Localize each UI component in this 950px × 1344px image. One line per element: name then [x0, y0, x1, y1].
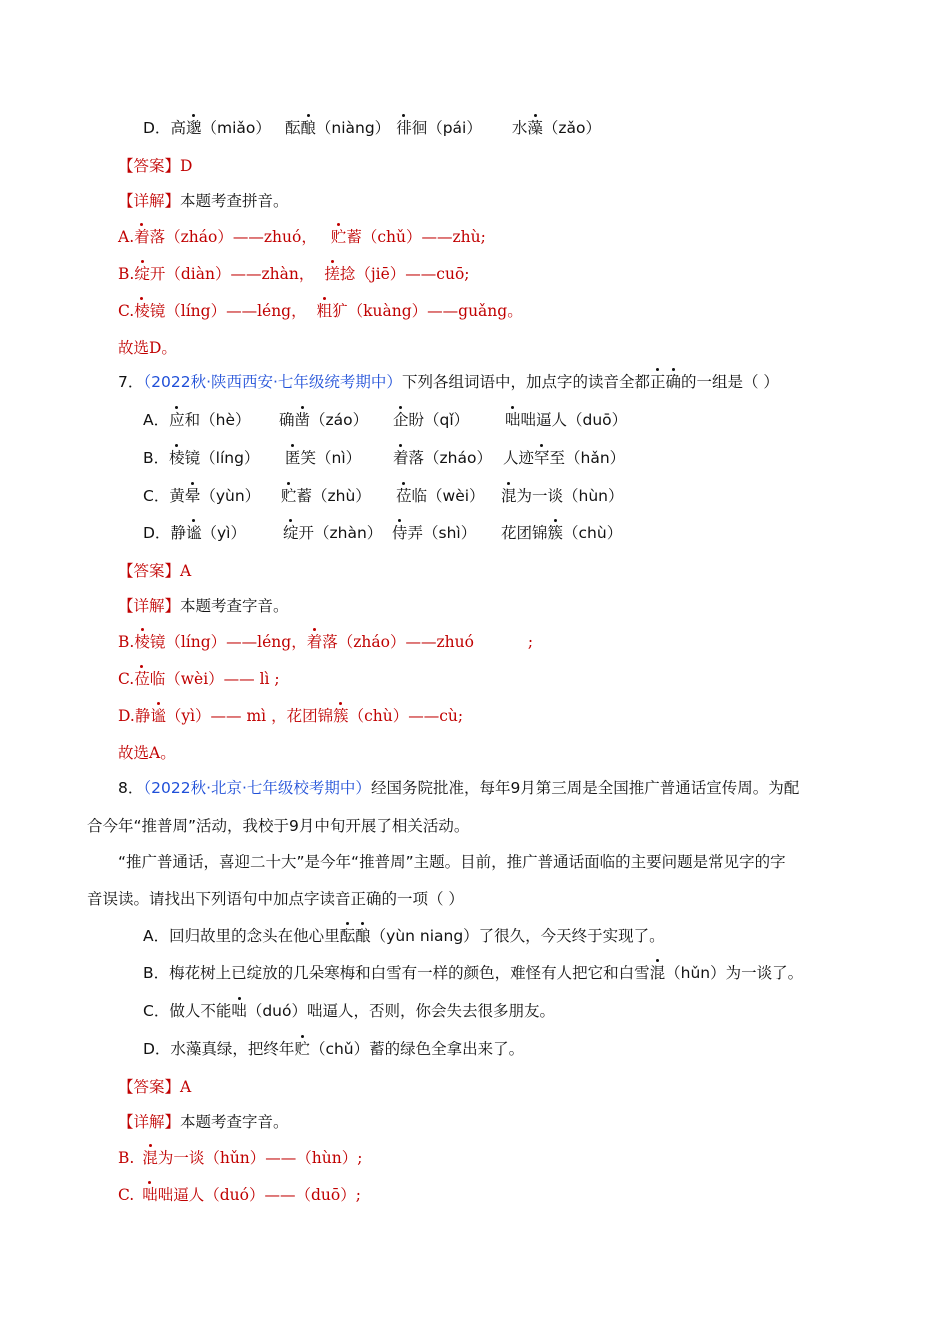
q7-conclusion: 故选A。	[118, 744, 176, 762]
q8-stem-line-1: 8．（2022秋·北京·七年级校考期中）经国务院批准，每年9月第三周是全国推广普通话宣传周。为配	[118, 779, 800, 797]
q8-option-c: C．做人不能咄（duó）咄逼人，否则，你会失去很多朋友。	[143, 1002, 555, 1020]
q8-answer: 【答案】A	[118, 1078, 192, 1096]
q7-stem: 7．（2022秋·陕西西安·七年级统考期中）下列各组词语中，加点字的读音全都正确的一组是（ ）	[118, 373, 779, 391]
q8-explanation: 【详解】本题考查字音。	[118, 1113, 289, 1131]
q7-explanation: 【详解】本题考查字音。	[118, 597, 289, 615]
q6-option-d: D．高邈（miǎo） 酝酿（niàng） 徘徊（pái） 水藻（zǎo）	[143, 119, 602, 137]
q8-stem-line-2: 合今年“推普周”活动，我校于9月中旬开展了相关活动。	[87, 817, 470, 835]
q6-explanation: 【详解】本题考查拼音。	[118, 192, 289, 210]
q6-conclusion: 故选D。	[118, 339, 177, 357]
q7-option-c: C．黄晕（yùn） 贮蓄（zhù） 莅临（wèi） 混为一谈（hùn）	[143, 487, 624, 505]
q6-explain-line-a: A.着落（zháo）——zhuó， 贮蓄（chǔ）——zhù;	[118, 228, 486, 246]
q8-stem-line-4: 音误读。请找出下列语句中加点字读音正确的一项（ ）	[87, 890, 464, 908]
q8-explain-line-c: C. 咄咄逼人（duó）——（duō）;	[118, 1186, 361, 1204]
q8-option-a: A．回归故里的念头在他心里酝酿（yùn niang）了很久，今天终于实现了。	[143, 927, 665, 945]
q8-option-d: D．水藻真绿，把终年贮（chǔ）蓄的绿色全拿出来了。	[143, 1040, 525, 1058]
q7-option-d: D．静谧（yì） 绽开（zhàn） 侍弄（shì） 花团锦簇（chù）	[143, 524, 623, 542]
q7-explain-line-c: C.莅临（wèi）—— lì ;	[118, 670, 280, 688]
q7-explain-line-b: B.棱镜（líng）——léng，着落（zháo）——zhuó ;	[118, 633, 534, 651]
q8-stem-line-3: “推广普通话，喜迎二十大”是今年“推普周”主题。目前，推广普通话面临的主要问题是常见字的字	[118, 853, 786, 871]
q7-explain-line-d: D.静谧（yì）—— mì ，花团锦簇（chù）——cù;	[118, 707, 464, 725]
q8-explain-line-b: B. 混为一谈（hǔn）——（hùn）;	[118, 1149, 363, 1167]
q7-option-a: A．应和（hè） 确凿（záo） 企盼（qǐ） 咄咄逼人（duō）	[143, 411, 628, 429]
q7-answer: 【答案】A	[118, 562, 192, 580]
q6-explain-line-c: C.棱镜（líng）——léng， 粗犷（kuàng）——guǎng。	[118, 302, 523, 320]
q7-option-b: B．棱镜（líng） 匿笑（nì） 着落（zháo） 人迹罕至（hǎn）	[143, 449, 626, 467]
q6-answer: 【答案】D	[118, 157, 193, 175]
q6-explain-line-b: B.绽开（diàn）——zhàn， 搓捻（jiē）——cuō;	[118, 265, 470, 283]
q8-option-b: B．梅花树上已绽放的几朵寒梅和白雪有一样的颜色，难怪有人把它和白雪混（hǔn）为一谈了。	[143, 964, 804, 982]
